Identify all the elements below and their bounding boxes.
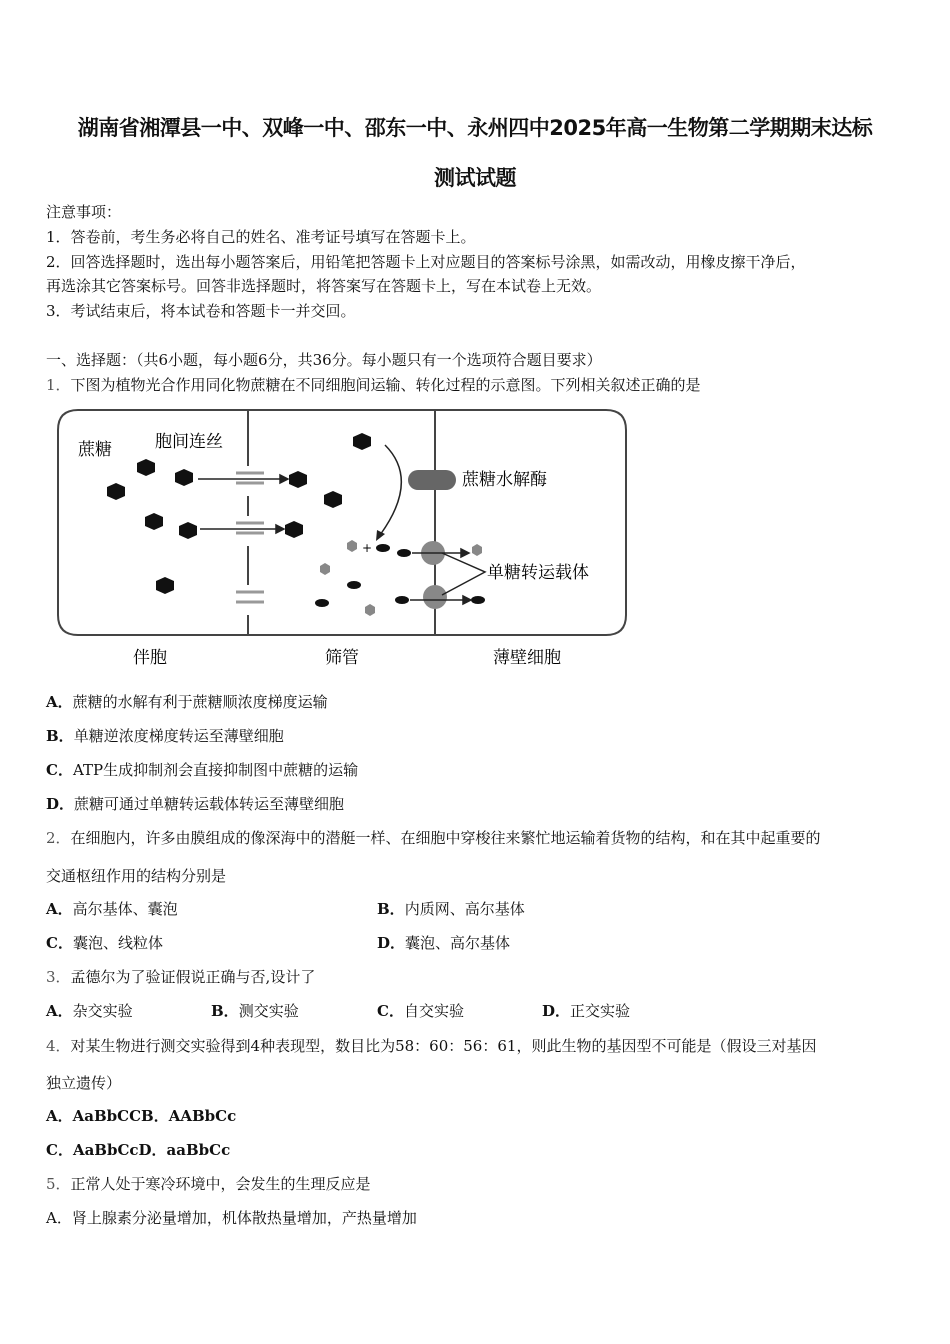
label-sucrase: 蔗糖水解酶: [462, 470, 547, 490]
q5-option-a: A．肾上腺素分泌量增加，机体散热量增加，产热量增加: [46, 1209, 417, 1227]
q4-options-ab: A．AaBbCCB．AABbCc: [46, 1107, 237, 1125]
question-3-stem: 3．孟德尔为了验证假说正确与否,设计了: [46, 968, 316, 986]
q2-option-d: D．囊泡、高尔基体: [377, 934, 511, 952]
title-line-2: 测试试题: [434, 166, 516, 190]
question-2-stem: 2．在细胞内，许多由膜组成的像深海中的潜艇一样、在细胞中穿梭往来繁忙地运输着货物的结构，和在其中起重要的: [46, 829, 821, 847]
q3-option-a: A．杂交实验: [46, 1002, 133, 1020]
question-1-stem: [46, 375, 701, 395]
title-line-1: 湖南省湘潭县一中、双峰一中、邵东一中、永州四中2025年高一生物第二学期期末达标: [77, 116, 873, 140]
section-heading: 一、选择题：（共6小题，每小题6分，共36分。每小题只有一个选项符合题目要求）: [46, 351, 602, 369]
sucrose-molecules: [107, 433, 371, 594]
question-5-stem: 5．正常人处于寒冷环境中，会发生的生理反应是: [46, 1175, 371, 1193]
q3-option-b: B．测交实验: [211, 1002, 299, 1020]
label-carrier: 单糖转运载体: [487, 563, 589, 583]
notice-heading: 注意事项：: [46, 203, 122, 221]
q3-option-c: C．自交实验: [377, 1002, 464, 1020]
q1-option-c: C．ATP生成抑制剂会直接抑制图中蔗糖的运输: [46, 761, 359, 779]
question-4-stem-cont: 独立遗传）: [46, 1074, 122, 1092]
label-sieve-tube: 筛管: [325, 648, 359, 668]
notice-item: 1．答卷前，考生务必将自己的姓名、准考证号填写在答题卡上。: [46, 228, 476, 246]
notice-item: 3．考试结束后，将本试卷和答题卡一并交回。: [46, 302, 356, 320]
q3-option-d: D．正交实验: [542, 1002, 631, 1020]
label-companion-cell: 伴胞: [133, 648, 167, 668]
question-4-stem: 4．对某生物进行测交实验得到4种表现型，数目比为58：60：56：61，则此生物的基因型不可能是（假设三对基因: [46, 1037, 817, 1055]
q1-option-d: D．蔗糖可通过单糖转运载体转运至薄壁细胞: [46, 795, 345, 813]
label-plus: +: [362, 541, 373, 555]
notice-item: 2．回答选择题时，选出每小题答案后，用铅笔把答题卡上对应题目的答案标号涂黑，如需改动，用橡皮擦干净后，: [46, 253, 806, 271]
question-text: 下图为植物光合作用同化物蔗糖在不同细胞间运输、转化过程的示意图。下列相关叙述正确的是: [70, 376, 701, 394]
q1-option-b: B．单糖逆浓度梯度转运至薄壁细胞: [46, 727, 284, 745]
sucrase-enzyme: [408, 470, 456, 490]
question-2-stem-cont: 交通枢纽作用的结构分别是: [46, 867, 227, 885]
q2-option-c: C．囊泡、线粒体: [46, 934, 163, 952]
q2-option-a: A．高尔基体、囊泡: [46, 900, 178, 918]
label-sucrose: 蔗糖: [78, 440, 112, 460]
label-plasmodesmata: 胞间连丝: [155, 432, 223, 452]
notice-item: 再选涂其它答案标号。回答非选择题时，将答案写在答题卡上，写在本试卷上无效。: [46, 277, 602, 295]
question-number: 1．: [46, 376, 71, 394]
label-parenchyma-cell: 薄壁细胞: [493, 648, 561, 668]
q1-option-a: A．蔗糖的水解有利于蔗糖顺浓度梯度运输: [46, 693, 328, 711]
sucrose-transport-diagram: [0, 400, 950, 680]
q2-option-b: B．内质网、高尔基体: [377, 900, 525, 918]
q4-options-cd: C．AaBbCcD．aaBbCc: [46, 1141, 231, 1159]
